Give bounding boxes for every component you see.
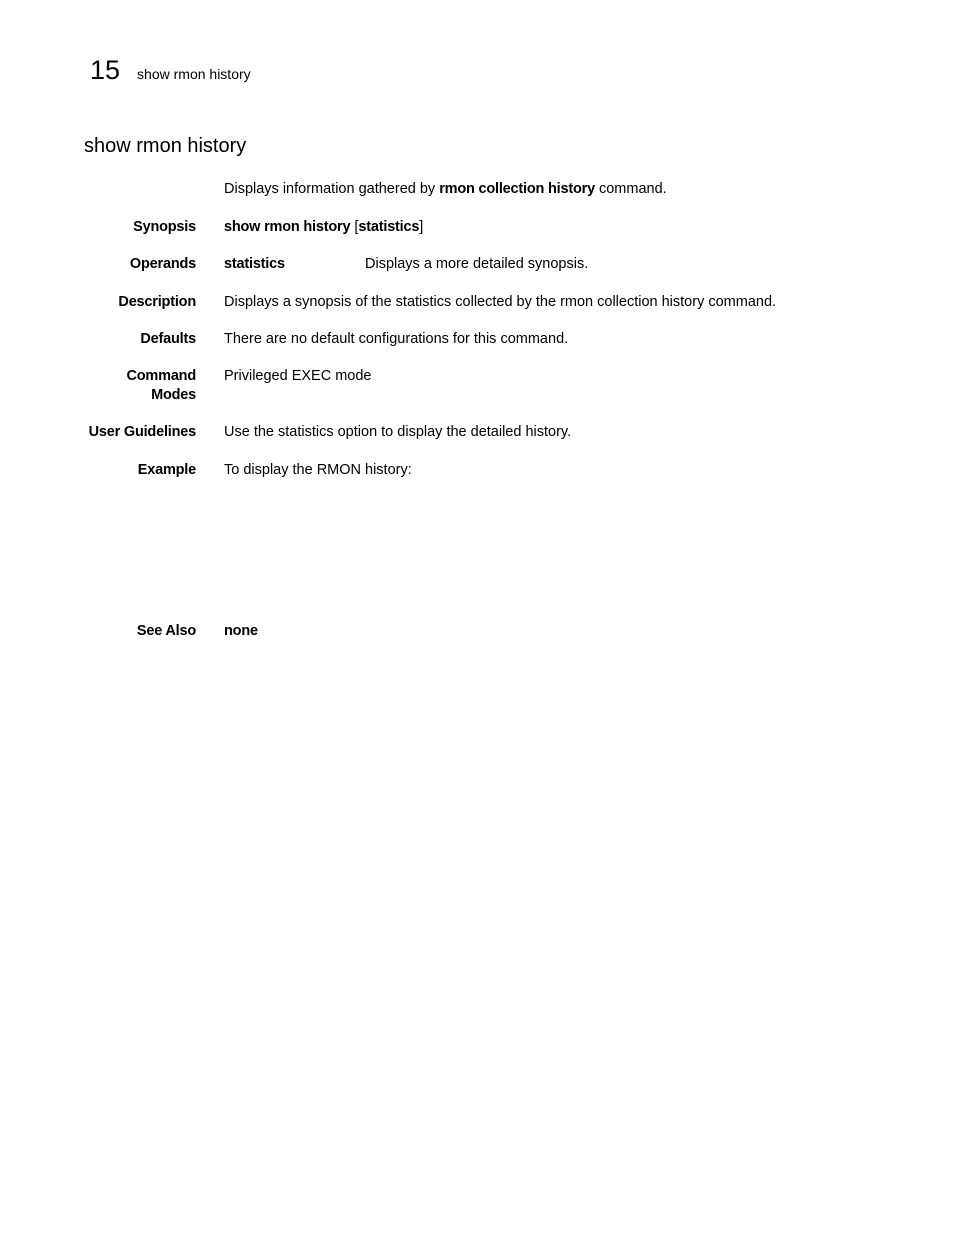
example-label: Example: [137, 462, 196, 478]
see-also-text: none: [224, 623, 258, 639]
synopsis-close-bracket: ]: [419, 219, 424, 235]
see-also-label: See Also: [136, 623, 196, 639]
running-header: [90, 54, 251, 86]
intro-text: [224, 180, 667, 199]
operand-name: statistics: [224, 256, 285, 272]
intro-command: rmon collection history: [439, 181, 595, 197]
header-topic: show rmon history: [137, 66, 251, 82]
command-modes-label-line1: Command: [126, 368, 196, 384]
synopsis-open-bracket: [: [350, 219, 359, 235]
operands-label: Operands: [129, 256, 196, 272]
intro-before: Displays information gathered by: [224, 181, 440, 197]
description-label: Description: [118, 294, 196, 310]
defaults-label: Defaults: [140, 331, 196, 347]
user-guidelines-label: User Guidelines: [88, 424, 196, 440]
command-modes-label: [127, 367, 197, 405]
intro-after: command.: [594, 181, 667, 197]
chapter-number: 15: [90, 55, 121, 85]
defaults-text: There are no default configurations for this command.: [224, 331, 569, 347]
command-modes-text: Privileged EXEC mode: [224, 368, 372, 384]
synopsis-label: Synopsis: [133, 219, 196, 235]
page-title: show rmon history: [84, 135, 247, 157]
synopsis-text: [224, 218, 423, 237]
user-guidelines-text: Use the statistics option to display the detailed history.: [224, 424, 572, 440]
synopsis-param: statistics: [358, 219, 420, 235]
example-text: To display the RMON history:: [224, 462, 412, 478]
synopsis-command: show rmon history: [224, 219, 351, 235]
operand-description: Displays a more detailed synopsis.: [365, 256, 589, 272]
command-modes-label-line2: Modes: [151, 387, 196, 403]
description-text: Displays a synopsis of the statistics collected by the rmon collection history command.: [224, 294, 777, 310]
